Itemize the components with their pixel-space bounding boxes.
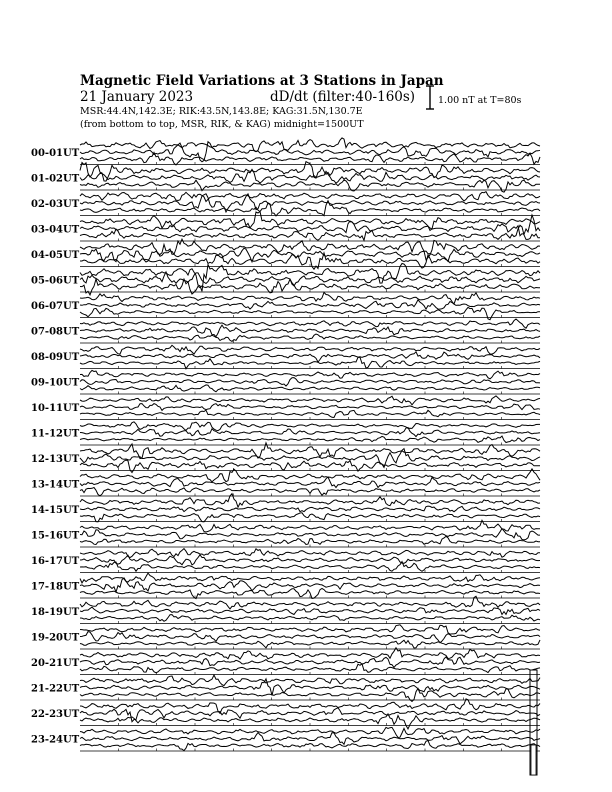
trace-rik — [80, 404, 540, 411]
hour-label: 17-18UT — [31, 581, 80, 593]
trace-kag — [80, 396, 540, 405]
hour-label: 12-13UT — [31, 454, 80, 465]
trace-rik — [80, 477, 540, 488]
hour-row — [31, 596, 540, 623]
chart-quantity: dD/dt (filter:40-160s) — [270, 89, 416, 105]
hour-label: 00-01UT — [31, 148, 80, 159]
scale-bar-label: 1.00 nT at T=80s — [438, 95, 522, 106]
station-order-note: (from bottom to top, MSR, RIK, & KAG) midnight=1500UT — [80, 119, 364, 130]
trace-kag — [80, 648, 540, 659]
hour-label: 11-12UT — [31, 428, 80, 440]
chart-title: Magnetic Field Variations at 3 Stations in Japan — [80, 73, 444, 89]
hour-label: 08-09UT — [31, 352, 80, 363]
trace-kag — [80, 422, 540, 431]
trace-kag — [80, 319, 540, 328]
hour-label: 02-03UT — [31, 199, 80, 210]
hour-row — [31, 675, 540, 701]
hour-label: 07-08UT — [31, 326, 80, 338]
hour-label: 10-11UT — [31, 403, 80, 414]
hour-label: 19-20UT — [31, 632, 80, 644]
hour-row — [31, 422, 540, 445]
hour-label: 21-22UT — [31, 683, 80, 695]
trace-msr — [80, 279, 540, 295]
trace-kag — [80, 370, 540, 379]
hour-row — [31, 727, 540, 751]
trace-rik — [80, 708, 540, 722]
hour-label: 05-06UT — [31, 275, 80, 287]
trace-msr — [80, 410, 540, 417]
trace-kag — [80, 239, 540, 260]
hour-row — [31, 319, 540, 343]
hour-label: 01-02UT — [31, 173, 80, 185]
hour-row — [31, 520, 540, 547]
trace-msr — [80, 536, 540, 544]
trace-kag — [80, 192, 540, 202]
hour-label: 16-17UT — [31, 556, 80, 567]
trace-msr — [80, 307, 540, 319]
trace-rik — [80, 733, 540, 745]
hour-row — [31, 469, 540, 496]
trace-msr — [80, 664, 540, 673]
trace-kag — [80, 727, 540, 737]
hour-row — [31, 239, 540, 269]
hour-label: 13-14UT — [31, 479, 80, 491]
hour-label: 15-16UT — [31, 530, 80, 542]
trace-kag — [80, 625, 540, 634]
trace-msr — [80, 714, 540, 729]
trace-kag — [80, 345, 540, 354]
hour-row — [31, 625, 540, 649]
hour-row — [31, 370, 540, 394]
trace-msr — [80, 385, 540, 392]
hour-label: 18-19UT — [31, 607, 80, 618]
trace-rik — [80, 428, 540, 437]
trace-kag — [80, 138, 540, 152]
trace-kag — [80, 699, 540, 713]
hour-row — [31, 292, 540, 319]
trace-msr — [80, 615, 540, 622]
hour-label: 14-15UT — [31, 505, 80, 516]
hour-row — [31, 443, 540, 473]
trace-kag — [80, 675, 540, 686]
hour-row — [31, 549, 540, 573]
trace-rik — [80, 300, 540, 309]
trace-kag — [80, 520, 540, 532]
trace-rik — [80, 325, 540, 337]
station-coordinates: MSR:44.4N,142.3E; RIK:43.5N,143.8E; KAG:31.5N,130.7E — [80, 106, 363, 117]
trace-rik — [80, 506, 540, 512]
hour-label: 09-10UT — [31, 377, 80, 389]
hour-row — [31, 396, 540, 420]
trace-rik — [80, 272, 540, 286]
hour-row — [31, 573, 540, 599]
trace-rik — [80, 215, 540, 236]
trace-rik — [80, 632, 540, 643]
trace-rik — [80, 378, 540, 386]
hour-label: 03-04UT — [31, 224, 80, 236]
trace-rik — [80, 555, 540, 565]
trace-rik — [80, 352, 540, 362]
trace-msr — [80, 334, 540, 341]
trace-kag — [80, 573, 540, 583]
hour-label: 20-21UT — [31, 658, 80, 669]
trace-rik — [80, 657, 540, 668]
hour-rows — [31, 138, 540, 751]
hour-label: 06-07UT — [31, 301, 80, 312]
trace-msr — [80, 436, 540, 442]
hour-row — [31, 264, 540, 295]
hour-row — [31, 212, 540, 242]
hour-row — [31, 345, 540, 369]
trace-kag — [80, 549, 540, 558]
hour-label: 04-05UT — [31, 250, 80, 261]
hour-row — [31, 192, 540, 216]
trace-kag — [80, 292, 540, 304]
trace-rik — [80, 607, 540, 614]
chart-date: 21 January 2023 — [80, 89, 194, 105]
saturation-markers — [530, 670, 537, 775]
hour-label: 22-23UT — [31, 709, 80, 720]
trace-msr — [80, 562, 540, 572]
hour-row — [31, 138, 540, 165]
hour-row — [31, 699, 540, 729]
hour-row — [31, 162, 540, 193]
scale-bar — [426, 86, 522, 109]
hour-row — [31, 648, 540, 675]
hour-label: 23-24UT — [31, 734, 80, 746]
hour-row — [31, 494, 540, 522]
